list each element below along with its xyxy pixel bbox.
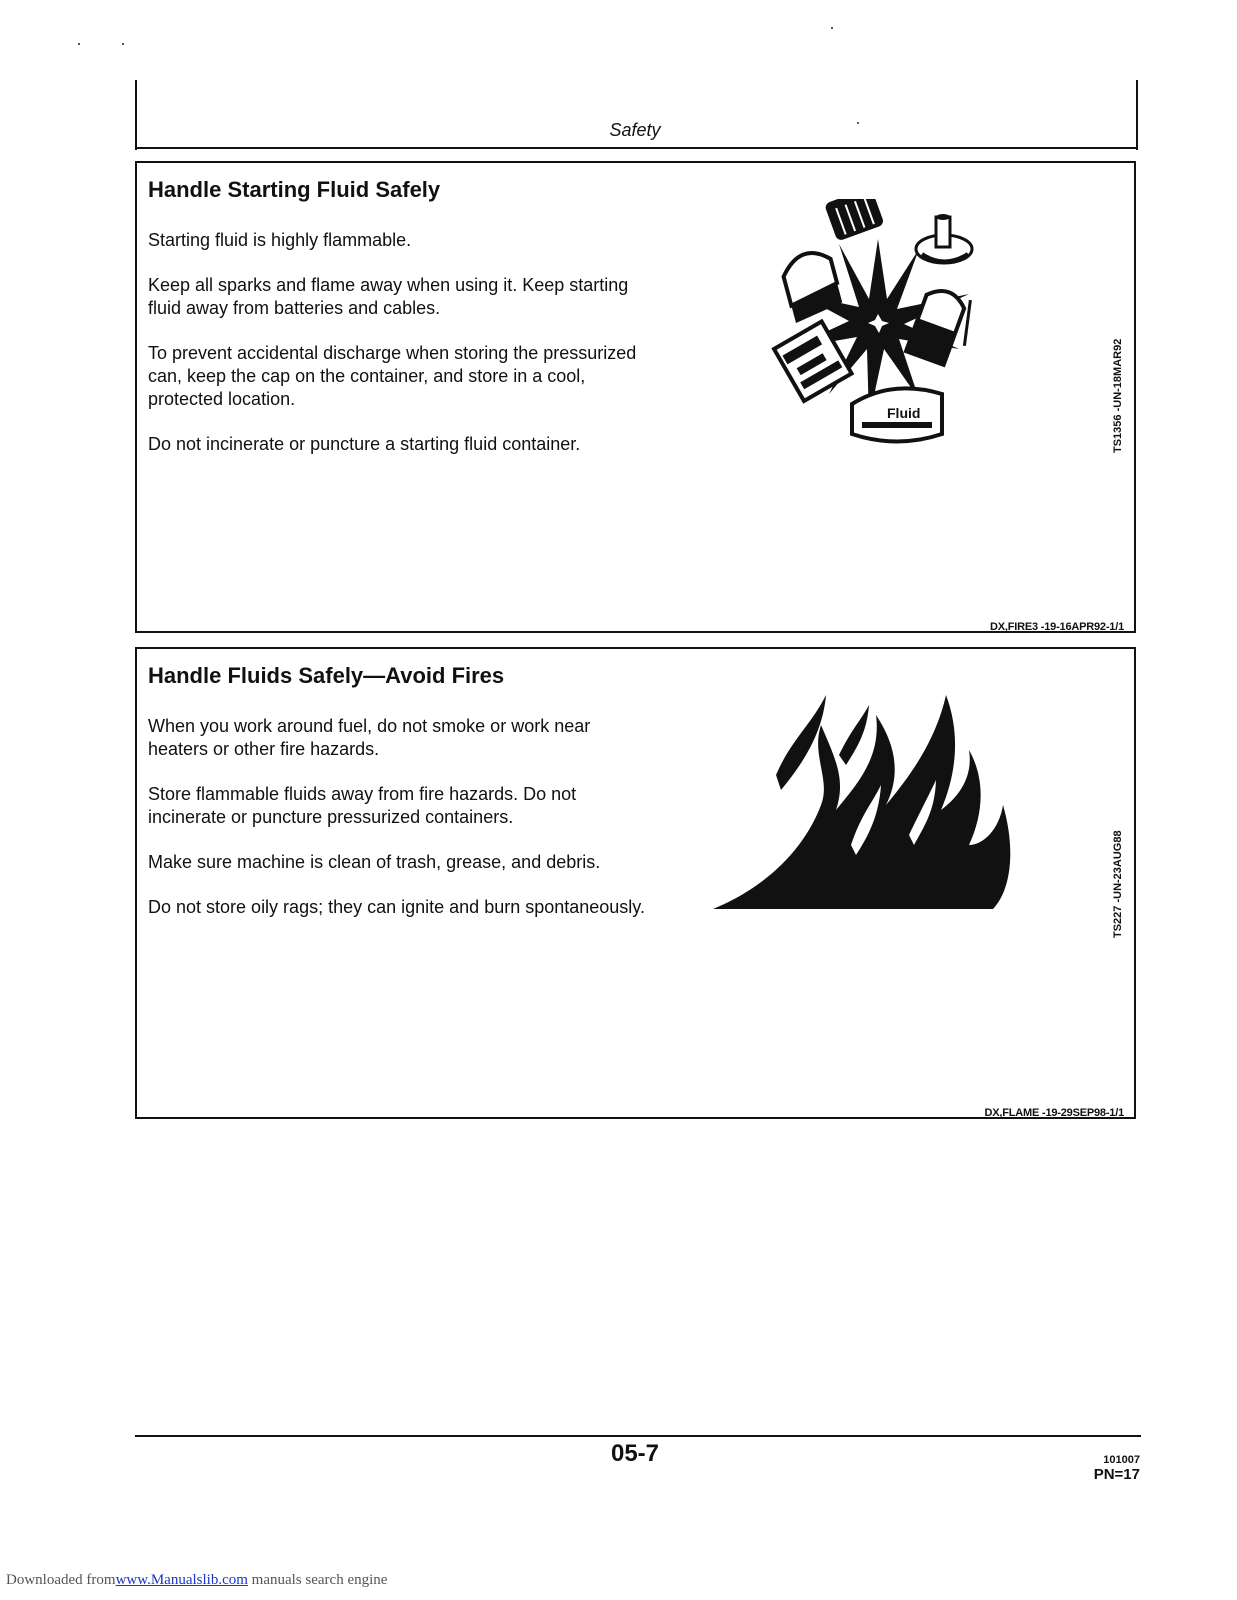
paragraph: Keep all sparks and flame away when using it. Keep starting fluid away from batteries and cables. bbox=[148, 275, 629, 318]
page-number: 05-7 bbox=[610, 1440, 660, 1467]
footer-rule bbox=[135, 1435, 1141, 1437]
paragraph: When you work around fuel, do not smoke or work near heaters or other fire hazards. bbox=[148, 716, 591, 759]
paragraph: Make sure machine is clean of trash, grease, and debris. bbox=[148, 852, 601, 872]
section-title: Handle Starting Fluid Safely bbox=[148, 177, 441, 202]
document-code: 101007 bbox=[1103, 1454, 1140, 1466]
header-rule bbox=[135, 147, 1138, 149]
section-avoid-fires bbox=[135, 647, 1136, 1119]
can-label: Fluid bbox=[887, 405, 921, 421]
figure-code: TS227 -UN-23AUG88 bbox=[1112, 830, 1124, 938]
download-banner bbox=[6, 1572, 387, 1589]
download-prefix: Downloaded from bbox=[6, 1572, 116, 1588]
section-starting-fluid bbox=[135, 161, 1136, 633]
speck bbox=[122, 43, 124, 45]
speck bbox=[831, 27, 833, 29]
section-body bbox=[148, 229, 648, 478]
starting-fluid-explosion-icon bbox=[769, 199, 987, 449]
header-rule-left bbox=[135, 80, 137, 150]
paragraph: Do not incinerate or puncture a starting fluid container. bbox=[148, 434, 581, 454]
paragraph: To prevent accidental discharge when storing the pressurized can, keep the cap on the container, and store in a cool, protected location. bbox=[148, 343, 637, 409]
reference-code: DX,FIRE3 -19-16APR92-1/1 bbox=[990, 621, 1124, 633]
manualslib-link[interactable]: www.Manualslib.com bbox=[115, 1572, 248, 1588]
paragraph: Starting fluid is highly flammable. bbox=[148, 230, 412, 250]
paragraph: Do not store oily rags; they can ignite and burn spontaneously. bbox=[148, 897, 645, 917]
figure-code: TS1356 -UN-18MAR92 bbox=[1112, 338, 1124, 453]
speck bbox=[857, 122, 859, 124]
paragraph: Store flammable fluids away from fire hazards. Do not incinerate or puncture pressurized containers. bbox=[148, 784, 577, 827]
flame-icon bbox=[711, 685, 1021, 915]
running-head: Safety bbox=[609, 120, 661, 140]
header-rule-right bbox=[1136, 80, 1138, 150]
download-suffix: manuals search engine bbox=[247, 1572, 388, 1588]
section-title: Handle Fluids Safely—Avoid Fires bbox=[148, 663, 505, 688]
reference-code: DX,FLAME -19-29SEP98-1/1 bbox=[984, 1107, 1124, 1119]
pn-label: PN=17 bbox=[1093, 1466, 1140, 1483]
section-body bbox=[148, 715, 648, 941]
speck bbox=[78, 43, 80, 45]
